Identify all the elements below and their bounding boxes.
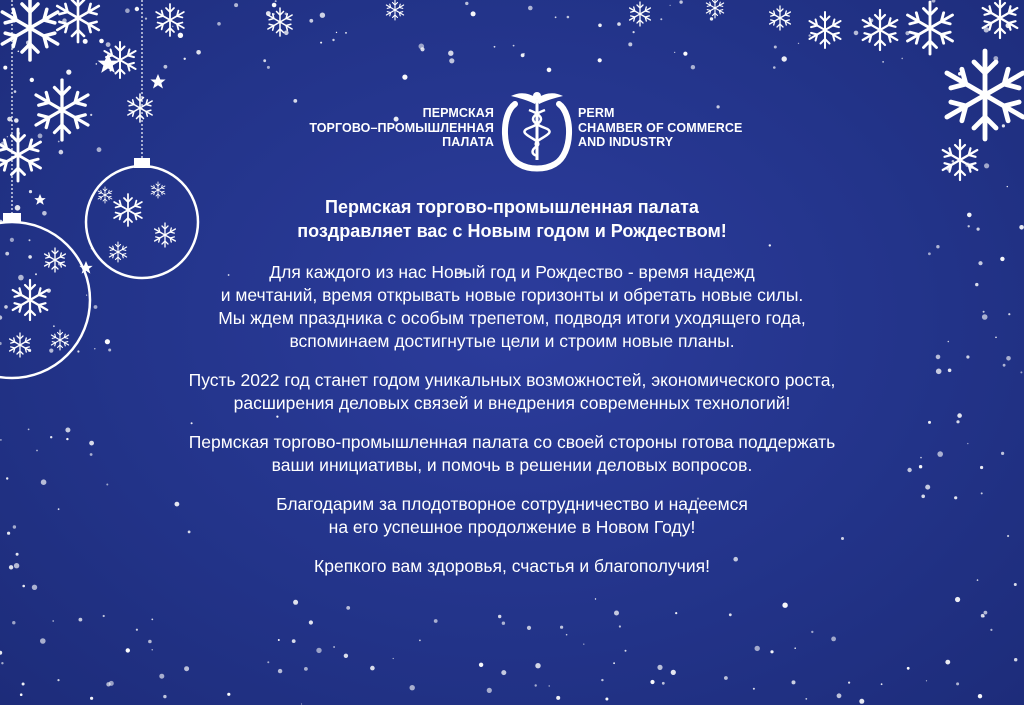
- snow-dot: [674, 52, 675, 53]
- snow-dot: [465, 2, 468, 5]
- snow-dot: [152, 649, 153, 650]
- snow-dot: [566, 634, 568, 636]
- snow-dot: [26, 41, 30, 45]
- snow-dot: [601, 679, 603, 681]
- paragraph-line: Крепкого вам здоровья, счастья и благополучия!: [314, 556, 710, 576]
- paragraph-line: ваши инициативы, и помочь в решении деловых вопросов.: [271, 455, 753, 475]
- snow-dot: [164, 65, 168, 69]
- snow-dot: [794, 647, 796, 649]
- snow-dot: [613, 662, 615, 664]
- snow-dot: [267, 661, 269, 663]
- snow-dot: [549, 685, 550, 686]
- snow-dot: [498, 615, 501, 618]
- headline-line: Пермская торгово-промышленная палата: [325, 197, 699, 217]
- snow-dot: [135, 7, 139, 11]
- snow-dot: [273, 13, 275, 15]
- snow-dot: [782, 603, 787, 608]
- snow-dot: [20, 693, 23, 696]
- paragraph-line: Благодарим за плодотворное сотрудничество и надеемся: [276, 494, 748, 514]
- chamber-logo: [0, 84, 1024, 176]
- snow-dot: [267, 66, 270, 69]
- snow-dot: [3, 66, 7, 70]
- snow-dot: [316, 648, 321, 653]
- snow-dot: [494, 46, 496, 48]
- snow-dot: [151, 619, 153, 621]
- snow-dot: [547, 68, 552, 73]
- snow-dot: [66, 70, 71, 75]
- snow-dot: [633, 31, 635, 33]
- snow-dot: [148, 640, 152, 644]
- snow-dot: [410, 685, 415, 690]
- snow-dot: [870, 19, 874, 23]
- snow-dot: [126, 648, 130, 652]
- paragraph-thanks: [0, 493, 1024, 539]
- snow-dot: [1, 662, 3, 664]
- snow-dot: [419, 44, 425, 50]
- snow-dot: [90, 697, 93, 700]
- snow-dot: [981, 614, 985, 618]
- paragraph-closing: [0, 555, 1024, 578]
- snow-dot: [79, 618, 83, 622]
- snow-dot: [502, 622, 505, 625]
- snow-dot: [782, 56, 787, 61]
- snow-dot: [984, 27, 989, 32]
- snow-dot: [798, 43, 799, 44]
- snow-dot: [30, 78, 34, 82]
- snow-dot: [958, 72, 962, 76]
- snow-dot: [809, 34, 811, 36]
- paragraph-line: расширения деловых связей и внедрения современных технологий!: [233, 393, 791, 413]
- snow-dot: [753, 688, 755, 690]
- snow-dot: [932, 0, 936, 3]
- logo-text-english: [578, 106, 742, 150]
- snow-dot: [52, 620, 54, 622]
- snow-dot: [344, 654, 348, 658]
- paragraph-line: Пусть 2022 год станет годом уникальных возможностей, экономического роста,: [188, 370, 836, 390]
- snow-dot: [448, 51, 453, 56]
- snow-dot: [560, 626, 563, 629]
- snow-dot: [96, 63, 98, 65]
- snow-dot: [266, 11, 271, 16]
- snow-dot: [660, 18, 662, 20]
- snow-dot: [628, 42, 632, 46]
- paragraph-line: Пермская торгово-промышленная палата со своей стороны готова поддержать: [188, 432, 836, 452]
- snow-dot: [501, 670, 506, 675]
- snow-dot: [984, 611, 988, 615]
- snow-dot: [278, 639, 280, 641]
- snow-dot: [555, 16, 557, 18]
- snow-dot: [301, 703, 302, 704]
- snow-dot: [234, 3, 238, 7]
- snow-dot: [103, 615, 105, 617]
- snow-dot: [535, 684, 537, 686]
- snow-dot: [774, 46, 777, 49]
- snow-dot: [304, 667, 308, 671]
- snow-dot: [1010, 9, 1013, 12]
- paragraph-line: на его успешное продолжение в Новом Году!: [328, 517, 696, 537]
- snow-dot: [978, 694, 982, 698]
- snow-dot: [370, 666, 375, 671]
- snow-dot: [605, 698, 608, 701]
- snow-dot: [40, 638, 46, 644]
- snow-dot: [619, 625, 621, 627]
- snow-dot: [479, 663, 483, 667]
- snow-dot: [332, 39, 334, 41]
- snow-dot: [159, 674, 164, 679]
- snow-dot: [811, 631, 813, 633]
- snow-dot: [755, 646, 760, 651]
- snow-dot: [831, 637, 836, 642]
- paragraph-line: Для каждого из нас Новый год и Рождество - время надежд: [269, 262, 755, 282]
- snow-dot: [345, 32, 347, 34]
- snow-dot: [178, 33, 183, 38]
- snow-dot: [907, 667, 910, 670]
- snow-dot: [125, 8, 130, 13]
- snow-dot: [309, 620, 313, 624]
- snow-dot: [293, 600, 298, 605]
- snow-dot: [18, 51, 20, 53]
- snow-dot: [773, 66, 776, 69]
- snow-dot: [598, 58, 602, 62]
- logo-line: ПАЛАТА: [442, 135, 494, 149]
- snow-dot: [670, 5, 671, 6]
- snow-dot: [679, 0, 682, 3]
- paragraph-support: [0, 431, 1024, 477]
- snow-dot: [184, 666, 189, 671]
- snow-dot: [320, 13, 325, 18]
- snow-dot: [278, 669, 282, 673]
- snow-dot: [13, 20, 16, 23]
- snow-dot: [956, 682, 959, 685]
- greeting-text: [0, 195, 1024, 594]
- snow-dot: [449, 58, 454, 63]
- snow-dot: [57, 679, 59, 681]
- snow-dot: [284, 31, 289, 36]
- snow-dot: [471, 11, 476, 16]
- snow-dot: [614, 611, 619, 616]
- snow-dot: [22, 683, 25, 686]
- snow-dot: [837, 693, 842, 698]
- snow-dot: [792, 680, 796, 684]
- snow-dot: [805, 698, 807, 700]
- snow-dot: [29, 190, 32, 193]
- snow-dot: [523, 53, 525, 55]
- snow-dot: [1014, 658, 1017, 661]
- snow-dot: [0, 651, 2, 655]
- snow-dot: [556, 696, 560, 700]
- snow-dot: [657, 665, 662, 670]
- snow-dot: [434, 619, 438, 623]
- caduceus-horseshoe-icon: [497, 84, 577, 174]
- headline: [0, 195, 1024, 243]
- snow-dot: [901, 58, 903, 60]
- snow-dot: [196, 50, 201, 55]
- headline-line: поздравляет вас с Новым годом и Рождеством!: [297, 221, 727, 241]
- snow-dot: [272, 3, 277, 8]
- snow-dot: [662, 682, 665, 685]
- logo-line: CHAMBER OF COMMERCE: [578, 120, 743, 135]
- snow-dot: [650, 680, 654, 684]
- snow-dot: [710, 17, 713, 20]
- snow-dot: [99, 39, 104, 44]
- snow-dot: [62, 18, 66, 22]
- snow-dot: [535, 663, 540, 668]
- snow-dot: [955, 597, 960, 602]
- snow-dot: [905, 31, 909, 35]
- paragraph-line: и мечтаний, время открывать новые горизонты и обретать новые силы.: [220, 285, 804, 305]
- snow-dot: [770, 650, 773, 653]
- logo-line: AND INDUSTRY: [578, 135, 674, 149]
- snow-dot: [136, 629, 138, 631]
- snow-dot: [881, 683, 883, 685]
- snow-dot: [285, 13, 288, 16]
- snow-dot: [309, 19, 313, 23]
- snow-dot: [217, 22, 221, 26]
- snow-dot: [163, 695, 166, 698]
- paragraph-2022: [0, 369, 1024, 415]
- snow-dot: [617, 22, 621, 26]
- snow-dot: [859, 699, 864, 704]
- snow-dot: [275, 0, 277, 2]
- snow-dot: [691, 65, 695, 69]
- snow-dot: [567, 16, 570, 19]
- snow-dot: [990, 629, 992, 631]
- snow-dot: [527, 626, 531, 630]
- snow-dot: [683, 52, 687, 56]
- snow-dot: [926, 680, 927, 681]
- snow-dot: [724, 676, 728, 680]
- snow-dot: [595, 598, 596, 599]
- snow-dot: [292, 639, 296, 643]
- logo-line: PERM: [578, 106, 615, 120]
- snow-dot: [227, 693, 230, 696]
- snow-dot: [333, 646, 335, 648]
- snow-dot: [106, 42, 111, 47]
- logo-line: ПЕРМСКАЯ: [422, 106, 494, 120]
- snow-dot: [336, 32, 337, 33]
- snow-dot: [583, 644, 584, 645]
- snow-dot: [882, 61, 884, 63]
- snow-dot: [1006, 23, 1011, 28]
- snow-dot: [12, 621, 15, 624]
- snow-dot: [402, 75, 407, 80]
- snow-dot: [172, 26, 174, 28]
- snow-dot: [184, 58, 186, 60]
- paragraph-wishes: [0, 261, 1024, 353]
- snow-dot: [671, 670, 676, 675]
- snow-dot: [854, 31, 859, 36]
- snow-dot: [320, 42, 322, 44]
- snow-dot: [675, 612, 677, 614]
- snow-dot: [528, 6, 533, 11]
- snowflake-icon: [268, 0, 724, 36]
- snow-dot: [993, 56, 998, 61]
- snow-dot: [729, 613, 732, 616]
- snow-dot: [145, 18, 147, 20]
- snow-dot: [945, 660, 950, 665]
- snow-dot: [346, 606, 350, 610]
- logo-line: ТОРГОВО–ПРОМЫШЛЕННАЯ: [309, 120, 494, 135]
- snow-dot: [393, 658, 394, 659]
- snow-dot: [1007, 186, 1008, 187]
- snow-dot: [106, 682, 110, 686]
- snow-dot: [848, 682, 850, 684]
- snow-dot: [625, 650, 627, 652]
- snow-dot: [83, 39, 88, 44]
- paragraph-line: Мы ждем праздника с особым трепетом, подводя итоги уходящего года,: [218, 308, 806, 328]
- snow-dot: [419, 640, 421, 642]
- logo-text-russian: [309, 106, 494, 150]
- snow-dot: [598, 24, 602, 28]
- paragraph-line: вспоминаем достигнутые цели и строим новые планы.: [289, 331, 735, 351]
- snow-dot: [487, 688, 492, 693]
- snow-dot: [263, 59, 266, 62]
- snow-dot: [513, 45, 515, 47]
